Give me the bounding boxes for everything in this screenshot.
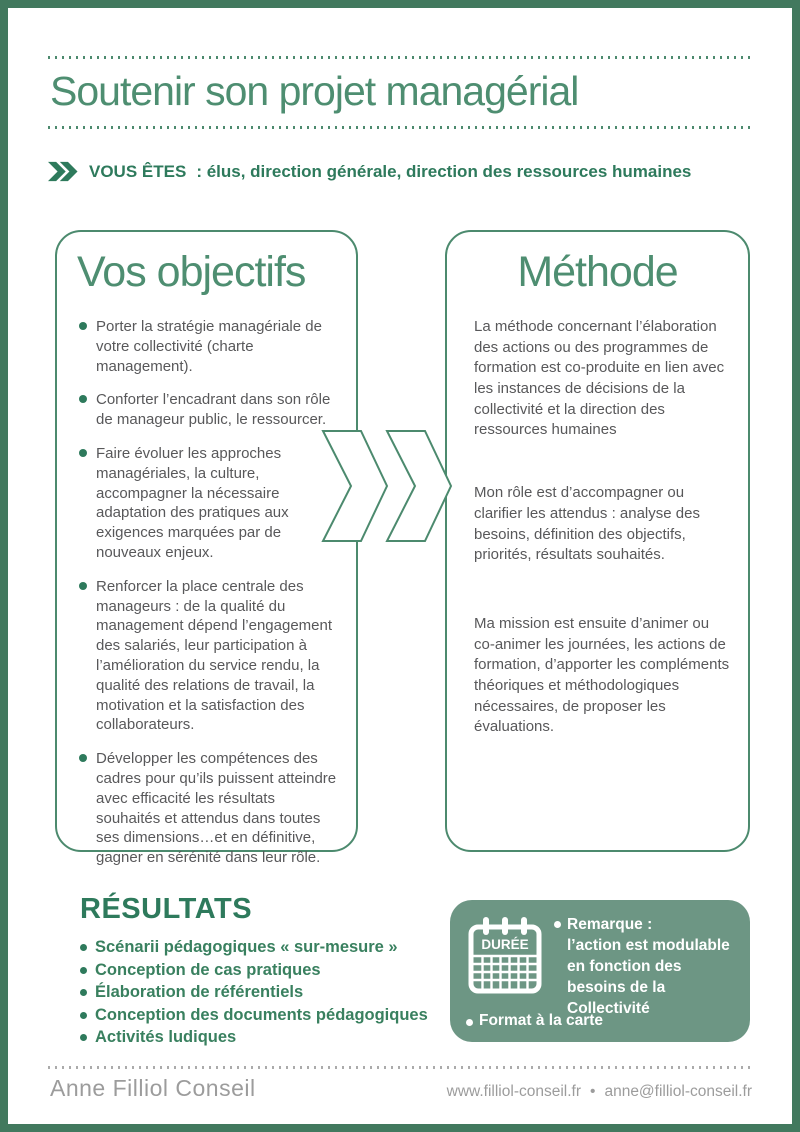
page-title: Soutenir son projet managérial xyxy=(50,68,579,114)
footer-separator: • xyxy=(590,1083,596,1100)
footer-dotted-rule xyxy=(48,1066,752,1069)
results-list xyxy=(80,936,428,1049)
objective-item: Développer les compétences des cadres pour qu’ils puissent atteindre avec efficacité les résultats souhaités et attendus dans toutes ses dimensions…et en définitive, gagner en sérénité dans leur rôle. xyxy=(79,749,338,868)
remark-format-text: Format à la carte xyxy=(479,1012,604,1029)
remark-format xyxy=(466,1012,603,1030)
method-title: Méthode xyxy=(517,248,678,296)
remark-note-label: Remarque : xyxy=(567,916,653,933)
method-paragraph: Ma mission est ensuite d’animer ou co-animer les journées, les actions de formation, d’apporter les compléments théoriques et méthodologiques nécessaires, de proposer les évaluations. xyxy=(474,614,730,736)
title-underline-dotted-rule xyxy=(48,126,752,129)
flow-double-chevron-icon xyxy=(321,429,455,545)
remark-note-text: l’action est modulable en fonction des besoins de la Collectivité xyxy=(567,937,730,1017)
bullet-icon xyxy=(79,449,87,457)
bullet-icon xyxy=(80,967,87,974)
bullet-icon xyxy=(79,395,87,403)
footer-contact xyxy=(447,1083,752,1101)
footer-brand: Anne Filliol Conseil xyxy=(50,1075,256,1101)
bullet-icon xyxy=(79,582,87,590)
result-item: Conception de cas pratiques xyxy=(80,959,428,982)
method-panel xyxy=(445,230,750,852)
result-item: Activités ludiques xyxy=(80,1026,428,1049)
calendar-duration-icon xyxy=(466,916,544,996)
objective-item: Faire évoluer les approches managériales, la culture, accompagner la nécessaire adaptation des pratiques aux exigences marquées par de nouveaux enjeux. xyxy=(79,444,338,563)
objectives-list xyxy=(79,317,338,868)
remark-note xyxy=(554,914,740,1019)
method-body xyxy=(474,317,730,738)
results-section xyxy=(80,893,428,1049)
bullet-icon xyxy=(554,921,561,928)
result-item: Conception des documents pédagogiques xyxy=(80,1004,428,1027)
method-paragraph: La méthode concernant l’élaboration des actions ou des programmes de formation est co-produite en lien avec les instances de décisions de la collectivité et la direction des ressources humaines xyxy=(474,318,725,439)
bullet-icon xyxy=(80,1012,87,1019)
objectives-panel xyxy=(55,230,358,867)
results-title: RÉSULTATS xyxy=(80,893,253,925)
audience-label: VOUS ÊTES xyxy=(89,161,187,181)
objective-item: Porter la stratégie managériale de votre collectivité (charte management). xyxy=(79,317,338,376)
top-dotted-rule xyxy=(48,56,752,59)
method-paragraph: Mon rôle est d’accompagner ou clarifier les attendus : analyse des besoins, définition des objectifs, priorités, résultats souhaités. xyxy=(474,484,700,564)
bullet-icon xyxy=(466,1019,473,1026)
bullet-icon xyxy=(79,754,87,762)
remark-card xyxy=(450,900,750,1042)
result-item: Élaboration de référentiels xyxy=(80,981,428,1004)
bullet-icon xyxy=(80,989,87,996)
bullet-icon xyxy=(80,1034,87,1041)
footer-website-link[interactable]: www.filliol-conseil.fr xyxy=(446,1083,582,1100)
result-item: Scénarii pédagogiques « sur-mesure » xyxy=(80,936,428,959)
double-chevron-icon xyxy=(48,159,79,184)
bullet-icon xyxy=(79,322,87,330)
audience-text: : élus, direction générale, direction des ressources humaines xyxy=(196,161,692,181)
objective-item: Conforter l’encadrant dans son rôle de manageur public, le ressourcer. xyxy=(79,390,338,430)
duration-label: DURÉE xyxy=(481,937,529,952)
objectives-title: Vos objectifs xyxy=(77,248,306,296)
bullet-icon xyxy=(80,944,87,951)
footer-email-link[interactable]: anne@filliol-conseil.fr xyxy=(604,1083,752,1100)
audience-line xyxy=(48,159,691,184)
objective-item: Renforcer la place centrale des manageurs : de la qualité du management dépend l’engagement des salariés, leur participation à l’amélioration du service rendu, la qualité des relations de travail, la motivation et la satisfaction des collaborateurs. xyxy=(79,577,338,735)
